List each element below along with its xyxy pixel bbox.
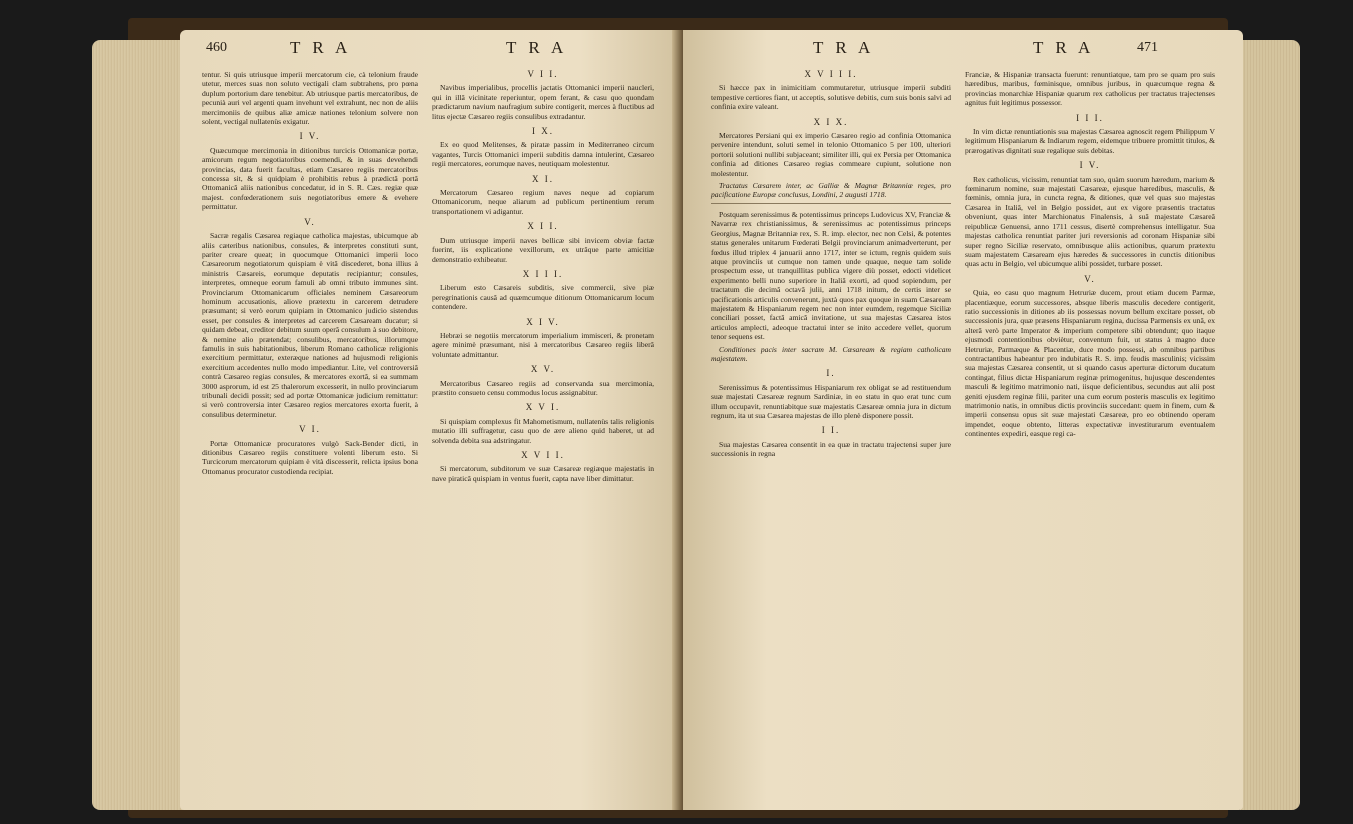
right-column-2: [965, 70, 1215, 442]
right-page-number: 471: [1137, 40, 1158, 55]
section-number: V.: [1084, 273, 1096, 284]
paragraph: Liberum esto Cæsareis subditis, sive commercii, sive piæ peregrinationis causâ ad quæmcumque ditionum Ottomanicarum locum contendere.: [432, 283, 654, 312]
section-number: X I V.: [526, 316, 560, 327]
left-head-b: T R A: [506, 38, 568, 57]
section-number: X V I I.: [521, 450, 565, 460]
paragraph: Franciæ, & Hispaniæ transacta fuerunt: renuntiatque, tam pro se quam pro suis hæredibus, maribus, fœminisque, omnibus juribus, in quæcumque regna & provincias monarchiæ Hispaniæ quarum rex catholicus per tractatus trajectenses agnitus fuit legitimus possessor.: [965, 70, 1215, 108]
right-running-head: [813, 38, 1233, 64]
paragraph: Mercatorum Cæsareo regium naves neque ad copiarum Ottomanicorum, neque aliarum ad publicum pertinentium rerum transportationem vi adigantur.: [432, 188, 654, 216]
section-number: I V.: [1079, 160, 1101, 171]
section-number: V.: [304, 216, 316, 227]
paragraph: Si quispiam complexus fit Mahometismum, nullatenùs talis religionis mutatio illi suffragetur, casu quo de ære alieno quid haberet, ut ad solvenda debita sua adstringatur.: [432, 416, 654, 445]
paragraph: Si mercatorum, subditorum ve suæ Cæsareæ regiæque majestatis in nave piraticâ quispiam in ventus fuerit, capta nave liber dimittatur.: [432, 464, 654, 483]
page-edges-left: [92, 40, 184, 810]
paragraph: Mercatores Persiani qui ex imperio Cæsareo regio ad confinia Ottomanica pervenire intendunt, soluti semel in telonio Ottomanico 5 per 100, ulteriori portorii solutioni nullibi subjaceant; similiter illi, qui ex Persia per Ottomanica confinia ad ditiones Cæsareo regias commeare cupiunt, solutione non molestentur.: [711, 131, 951, 178]
left-column-1: [202, 70, 418, 479]
section-number: I I I.: [1076, 112, 1104, 123]
paragraph: Serenissimus & potentissimus Hispaniarum rex obligat se ad restituendum suæ majestati Cæsareæ regnum Sardiniæ, in eo statu in quo erat tunc cum illum occupavit, renuntiabitque suæ majestatis Cæsareæ omnia jura in dictum regnum, ita ut sua Cæsarea majestas de illo plenè disponere possit.: [711, 382, 951, 420]
right-head-b: T R A: [1033, 38, 1095, 57]
paragraph: Hebræi se negotiis mercatorum imperialium immisceri, & pronetam agere minimè præsumant, nisi à mercatoribus Cæsareo regiis liberâ voluntate admittantur.: [432, 330, 654, 359]
paragraph: Sua majestas Cæsarea consentit in ea quæ in tractatu trajectensi super jure successionis in regna: [711, 439, 951, 459]
section-number: X V.: [530, 364, 556, 375]
section-number: I V.: [299, 131, 321, 142]
page-edges-right: [1240, 40, 1300, 810]
section-number: X V I.: [525, 402, 561, 413]
section-number: X I I I.: [522, 268, 564, 279]
paragraph: In vim dictæ renuntiationis sua majestas Cæsarea agnoscit regem Philippum V legitimum Hispaniarum & Indiarum regem, eidemque tribuere promittit titulos, & prærogativas dignitati suæ regalique suis debitas.: [965, 127, 1215, 155]
section-number: X V I I I.: [804, 69, 858, 79]
divider: [711, 203, 951, 204]
section-number: X I X.: [813, 116, 849, 127]
paragraph: Si hæcce pax in inimicitiam commutaretur, utriusque imperii subditi tempestive certiores fiant, ut acceptis, solutisve debitis, cum suis bonis salvi ad confinia exire valeant.: [711, 83, 951, 112]
section-number: V I.: [299, 424, 321, 435]
right-head-a: T R A: [813, 38, 875, 57]
section-number: V I I.: [527, 69, 559, 79]
section-number: X I I.: [527, 221, 559, 232]
paragraph: Dum utriusque imperii naves bellicæ sibi invicem obviæ factæ fuerint, iis explicatione vexillorum, ex utrâque parte amicitiæ demonstratio exhibeatur.: [432, 235, 654, 264]
paragraph: Portæ Ottomanicæ procuratores vulgò Sack-Bender dicti, in ditionibus Cæsareo regiis constituere volenti liberum esto. Si Turcicorum mercatorum quipiam è vità discesserit, relicta ipsius bona Ottomanus procurator custodienda recipiat.: [202, 438, 418, 476]
right-column-1: [711, 70, 951, 462]
left-page-number: 460: [206, 40, 227, 55]
section-number: I I.: [821, 425, 841, 436]
treaty-title: Tractatus Cæsarem inter, ac Galliæ & Magnæ Britanniæ reges, pro pacificatione Europæ conclusus, Londini, 2 augusti 1718.: [711, 181, 951, 200]
paragraph: Quia, eo casu quo magnum Hetruriæ ducem, prout etiam ducem Parmæ, placentiæque, eorum successores, absque liberis masculis decedere contigerit, ratio successionis in ditiones ab iis possessas novum bellum excitare posset, ob successionis jura, quæ præsens Hispaniarum regina, ducissa Parmensis ex unâ, ex alterâ verò parte Imperator & imperium competere sibi obtendunt; quo itaque ejusmodi contentionibus obviètur, conventum fuit, ut status à magno duce Hetruriæ, Parmæque & Placentiæ, duce modo possessi, ab omnibus partibus contractantibus habeantur pro indubitatis R. S. imp. feudis masculinis; vicissim sua majestas Cæsarea consentit, ut si quando casus aperturæ dictorum ducatum contingat, filius dictæ Hispaniarum reginæ primogenitus, hujusque descendentes masculi & legitimo matrimonio nati, iisque deficientibus, secundus aut alii post geniti ejusdem reginæ filii, pariter una cum eorum posteris masculis ex legitimo matrimonio natis, in omnibus dictis provinciis succedant: quem in finem, cum & imperii consensu opus sit suæ majestati Cæsareæ, pro eo obtinendo operam impendet, eoque obtento, litteras expectativæ investiturarum eventualem continentes expediri, easque regi ca-: [965, 288, 1215, 439]
paragraph: Quæcumque mercimonia in ditionibus turcicis Ottomanicæ portæ, amicorum regum negotiatoribus coemendi, & in suas devehendi provincias, data fuerit facultas, etiam Cæsareo regiis mercatoribus concessa sit, & si quidpiam è prohibitis rebus à prædictâ portâ Ottomanicâ aliis nationibus concedatur, id in S. R. Cæs. regiæ quæ majest. confœderationem suis negotiatoribus emere & evehere permittatur.: [202, 145, 418, 212]
left-column-2: [432, 70, 654, 486]
paragraph: Ex eo quod Melitenses, & piratæ passim in Mediterraneo circum vagantes, Turcis Ottomanici imperii subditis damna intulerint, Cæsareo regii mercatores, eorumque naves, neutiquam molestentur.: [432, 140, 654, 169]
right-page: [683, 30, 1243, 810]
left-head-a: T R A: [290, 38, 352, 57]
paragraph: Postquam serenissimus & potentissimus princeps Ludovicus XV, Franciæ & Navarræ rex christianissimus, & serenissimus ac potentissimus princeps Georgius, Magnæ Britanniæ rex, S. R. imp. elector, nec non Celsi, & potentes status generales unitarum Fœderati Belgii provinciarum animadverterunt, per fœdus illud triplex 4 januarii anno 1717, inter se ictum, regnis quidem suis atque provinciis ut cumque non tamen unde quaque, neque tam solide prospectum esse, ut tranquillitas publica vigere diù posset, edocti videlicet experimento belli nuno superiore in Italiâ exorti, ad quod sopiendum, per tractatum die decimâ octavâ julii, anni 1718 initum, de certis inter se pacificationis articulis convenerunt, juxtà quos pax quoque in suam Cæsaream majestatem & Hispaniarum regem nec non inter eumdem, regemque Siciliæ conciliari posset, factâ amicâ invitatione, ut sua majestas Cæsarea istos articulos amplecti, adeoque tractatui inter se inito accedere vellet, quorum tenor sequens est.: [711, 209, 951, 342]
paragraph: tentur. Si quis utriusque imperii mercatorum cie, cà telonium fraude utetur, merces suas non soluto vectigali clam subtrahens, pro pœna duplum portorium dare tenebitur. Ab utriusque partis mercatoribus, de pecunià auri vel argenti quam invehunt vel extrahunt, nec non de aliis mercimoniis de quibus aliæ amicæ nationes telonium solvere non solent, vectigal nullatenùs exigatur.: [202, 70, 418, 127]
section-number: X I.: [532, 173, 554, 184]
paragraph: Navibus imperialibus, procellis jactatis Ottomanici imperii naucleri, qui in illâ vicinitate reperiuntur, opem ferant, & casu quo quondam prædictarum navium naufragium subire contigerit, merces à fluctibus ad litus ejectæ Cæsareo regiis consulibus extradantur.: [432, 83, 654, 121]
conditions-heading: Conditiones pacis inter sacram M. Cæsaream & regiam catholicam majestatem.: [711, 344, 951, 363]
paragraph: Sacræ regalis Cæsarea regiaque catholica majestas, ubicumque ab aliis cæteribus nationibus, consules, & interpretes constituti sunt, pariter creare queat; in quocumque Ottomanici imperii loco Cæsareorum negotiatorum quispiam è vitâ discederet, bona illius à ministris Cæsareis, eorumque deputatis recipiantur; consules, interpretes, omneque eorum famuli ab omni tributo immunes sint. Provinciarum Ottomanicarum officiales neminem Cæsareorum hominum accusationis, aliove prætextu in carcerem detrudere præsumant; si verò eorum quipiam in Ottomanico judicio sistendus esset, per consules & interpretes ad carcerem Cæsaream ducatur; si quidam debeat, creditor debitum suum operâ consulum à suo debitore, & nemine alio prætendat; consulibus, mercatoribus, illorumque famulis in suis habitationibus, liberum Romano catholicæ religionis exercitium permittatur, exteræque nationes ad hujusmodi religionis exercitium accedentes nullo modo impediantur. Lite, vel controversiâ contrà Cæsareo regias consules, & mercatores exortâ, si ea summam 3000 asprorum, id est 25 thalerorum excesserit, in nullo provinciarum tribunali decidi possit; sed ad portæ Ottomanicæ judicium remittatur: si verò controversia inter Cæsareo regios mercatores exorta fuerit, à consulibus determinetur.: [202, 231, 418, 419]
left-page: [180, 30, 680, 810]
section-number: I X.: [532, 126, 554, 137]
left-running-head: [206, 38, 666, 64]
section-number: I.: [826, 368, 836, 379]
paragraph: Mercatoribus Cæsareo regiis ad conservanda sua mercimonia, præstito consueto censu commodus locus assignabitur.: [432, 378, 654, 397]
paragraph: Rex catholicus, vicissim, renuntiat tam suo, quàm suorum hæredum, marium & fœminarum nomine, suæ majestati Cæsareæ, ejusque hæredibus, masculis, & fœminis, omnia jura, in cuncta regna, & ditiones, quæ vel quas suo majestas Cæsarea in Italiâ, vel in Belgio possidet, aut ex vigore præsentis tractatus obveniunt, quas inter Marchionatus Finalensis, à suâ majestate Cæsareâ reipublicæ Genuensi, anno 1711 cessus, disertè comprehensus intelligatur. Sua majestas catholica renuntiat pariter juri reversionis ad coronam Hispaniæ sibi super regno Siciliæ reservato, omnibusque aliis actionibus, quarum prætextu suam majestatem Cæsaream ejus hæredes & successores in cunctis ditionibus quas actu in Belgio, vel ubicumque alibi possidet, turbare posset.: [965, 174, 1215, 269]
